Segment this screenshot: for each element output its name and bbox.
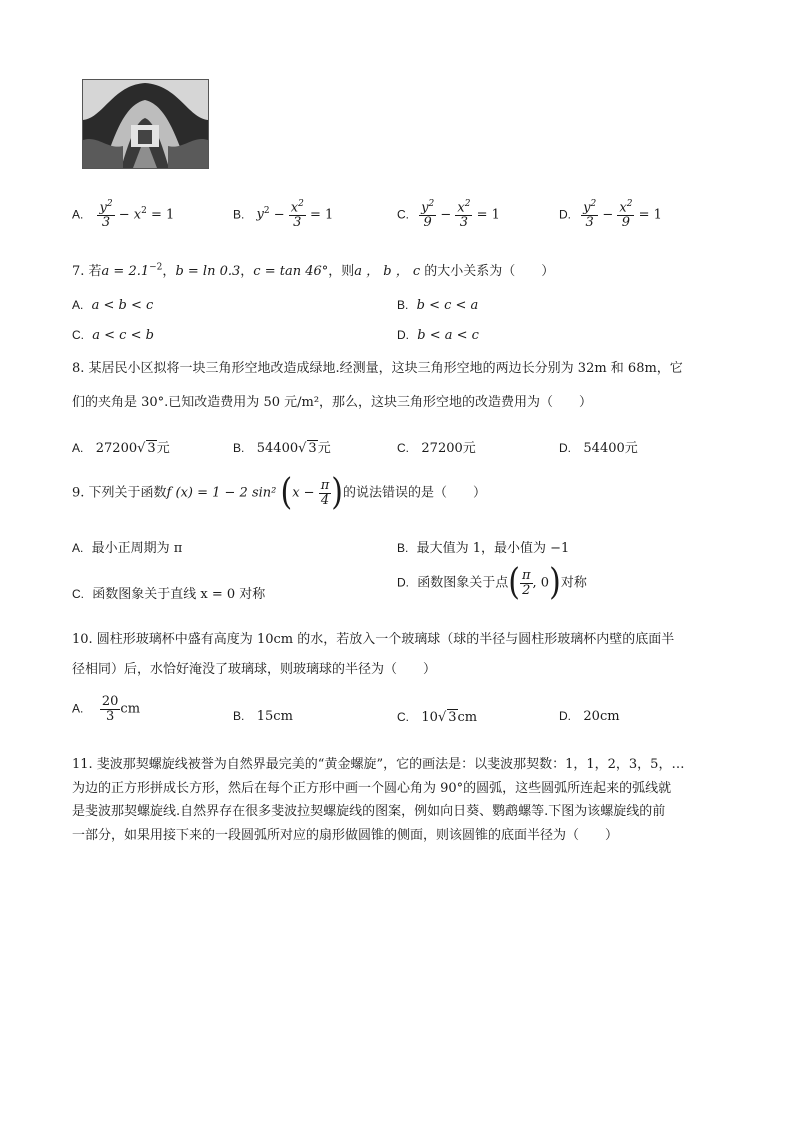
q9-stem: 9. 下列关于函数f (x) = 1 − 2 sin² (x − $\frac{\pi}{4}$ )的说法错误的是（ ） [72,471,486,514]
q9-option-c: C. 函数图象关于直线 x = 0 对称 [72,587,266,602]
fraction: $\frac{y^2}{3}$ [583,199,597,230]
fraction: $\frac{\pi}{2}$ [522,567,531,598]
q8-option-d: D. 54400元 [559,441,638,456]
fraction: $\frac{x^2}{3}$ [457,199,471,230]
fraction: $\frac{x^2}{3}$ [290,199,304,230]
q7-option-b: B. b < c < a [397,298,479,313]
q6-option-b: B. $y^2$ − $\frac{x^2}{3}$ = 1 [233,199,334,230]
fraction: $\frac{x^2}{9}$ [619,199,633,230]
q10-option-c: C. 10√ 3cm [397,710,478,725]
q9-option-d: D. 函数图象关于点( $\frac{\pi}{2}$ , 0)对称 [397,561,587,604]
q9-option-b: B. 最大值为 1，最小值为 −1 [397,541,570,556]
q8-stem: 8. 某居民小区拟将一块三角形空地改造成绿地.经测量，这块三角形空地的两边长分别为 32m 和 68m，它 们的夹角是 30°.已知改造费用为 50 元/m²，那么，这块三角形空地的改造费用为（ ） [72,361,683,410]
q10-stem: 10. 圆柱形玻璃杯中盛有高度为 10cm 的水，若放入一个玻璃球（球的半径与圆柱形玻璃杯内壁的底面半 径相同）后，水恰好淹没了玻璃球，则玻璃球的半径为（ ） [72,632,675,677]
q8-option-c: C. 27200元 [397,441,476,456]
q7-option-a: A. a < b < c [72,298,154,313]
fraction: $\frac{\pi}{4}$ [320,477,330,508]
q7-option-d: D. b < a < c [397,328,479,343]
building-arch-image [83,80,208,168]
fraction: $\frac{20}{3}$ [101,694,119,724]
q6-option-c: C. $\frac{y^2}{9}$ − $\frac{x^2}{3}$ = 1 [397,199,500,230]
q7-stem: 7. 若$a = 2.1^{-2}$，b = ln 0.3，c = tan 46°，则a ， b ， c 的大小关系为（ ） [72,262,555,279]
q8-option-a: A. 27200√ 3元 [72,441,170,456]
q10-option-b: B. 15cm [233,709,293,724]
q6-option-d: D. $\frac{y^2}{3}$ − $\frac{x^2}{9}$ = 1 [559,199,662,230]
fraction: $\frac{y^2}{9}$ [421,199,435,230]
q10-option-d: D. 20cm [559,709,620,724]
q10-option-a: A. $\frac{20}{3}$ cm [72,694,141,724]
q11-stem: 11. 斐波那契螺旋线被誉为自然界最完美的“黄金螺旋”，它的画法是：以斐波那契数：1，1，2，3，5，… 为边的正方形拼成长方形，然后在每个正方形中画一个圆心角为 90°的圆弧，这些圆弧所连起来的弧线就 是斐波那契螺旋线.自然界存在很多斐波拉契螺旋线的图案，例如向日葵、鹦鹉螺等.下图为该螺旋线的前 一部分，如果用接下来的一段圆弧所对应的扇形做圆锥的侧面，则该圆锥的底面半径为（ ） [72,757,685,843]
architecture-photo [82,79,209,169]
q6-option-a: A. $\frac{y^2}{3}$ − $x^2 = 1$ [72,199,175,230]
q7-option-c: C. a < c < b [72,328,154,343]
q8-option-b: B. 54400√ 3元 [233,441,331,456]
q9-option-a: A. 最小正周期为 π [72,541,183,556]
fraction: $\frac{y^2}{3}$ [99,199,113,230]
